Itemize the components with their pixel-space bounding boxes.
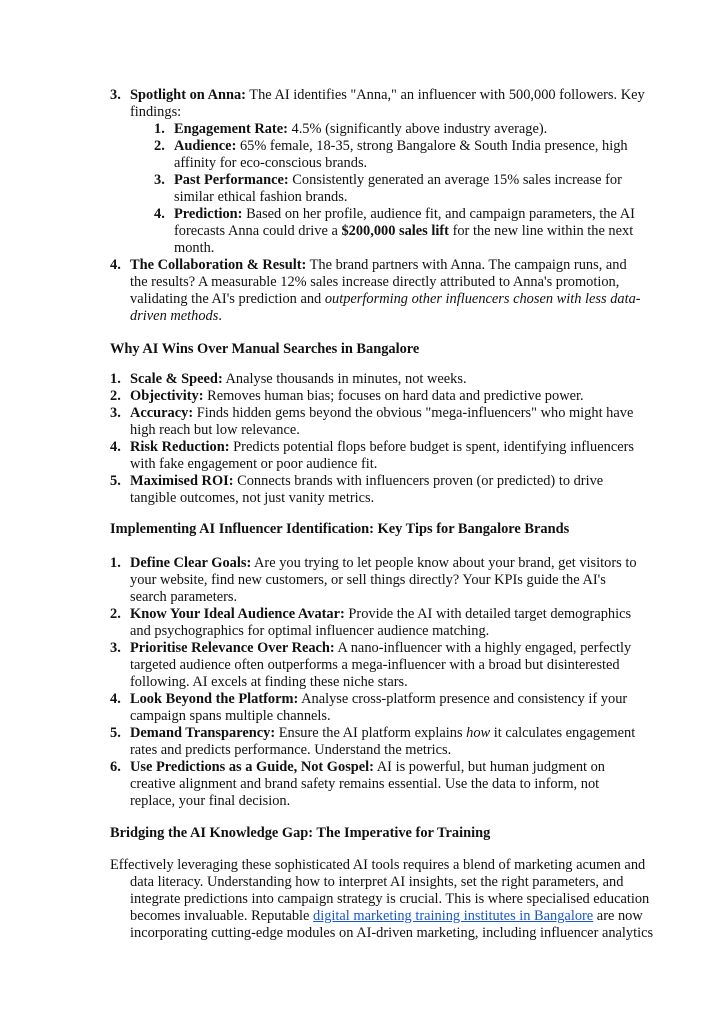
item-text-end: . xyxy=(218,308,222,324)
item-text: Analyse thousands in minutes, not weeks. xyxy=(222,371,467,387)
item-title: Know Your Ideal Audience Avatar: xyxy=(130,606,345,622)
item-title: Risk Reduction: xyxy=(130,439,230,455)
case-study-item-4 xyxy=(110,257,646,325)
section-heading-tips: Implementing AI Influencer Identification: Key Tips for Bangalore Brands xyxy=(110,521,570,537)
training-paragraph xyxy=(110,857,656,942)
finding-title: Audience: xyxy=(174,138,237,154)
key-findings-list xyxy=(130,121,646,257)
finding-item xyxy=(130,172,646,206)
training-institutes-link[interactable]: digital marketing training institutes in Bangalore xyxy=(313,908,594,924)
item-title: Maximised ROI: xyxy=(130,473,234,489)
paragraph-text: Effectively leveraging these sophisticated AI tools requires a blend of marketing acumen and data literacy. Understanding how to interpret AI insights, set the right parameters, and integrate predictions into campaign strategy is crucial. This is where specialised education becomes invaluable. Reputable xyxy=(110,857,650,924)
item-text-end: it calculates engagement rates and predicts performance. Understand the metrics. xyxy=(130,725,636,758)
list-number: 2. xyxy=(110,606,121,622)
tip-item xyxy=(110,555,646,606)
list-number: 4. xyxy=(110,691,121,707)
item-text: AI is powerful, but human judgment on creative alignment and brand safety remains essential. Use the data to inform, not replace, your final decision. xyxy=(130,759,606,809)
item-italic-text: how xyxy=(466,725,491,741)
why-ai-item xyxy=(110,473,646,507)
list-number: 1. xyxy=(154,121,165,137)
finding-item xyxy=(130,206,646,257)
finding-text: 4.5% (significantly above industry average). xyxy=(287,121,548,137)
item-title: The Collaboration & Result: xyxy=(130,257,307,273)
list-number: 2. xyxy=(110,388,121,404)
finding-item xyxy=(130,138,646,172)
item-title: Accuracy: xyxy=(130,405,194,421)
finding-text: Consistently generated an average 15% sales increase for similar ethical fashion brands. xyxy=(174,172,622,205)
tip-item xyxy=(110,725,646,759)
item-text: The brand partners with Anna. The campaign runs, and the results? A measurable 12% sales increase directly attributed to Anna's promotion, validating the AI's prediction and xyxy=(130,257,627,307)
paragraph-text-end: are now incorporating cutting-edge modules on AI-driven marketing, including influencer analytics xyxy=(130,908,654,941)
case-study-item-3 xyxy=(110,87,646,257)
tip-item xyxy=(110,759,646,810)
item-text: Are you trying to let people know about your brand, get visitors to your website, find new customers, or sell things directly? Your KPIs guide the AI's search parameters. xyxy=(130,555,637,605)
why-ai-list xyxy=(110,371,646,507)
item-title: Demand Transparency: xyxy=(130,725,276,741)
tips-list xyxy=(110,555,646,810)
finding-text: Based on her profile, audience fit, and campaign parameters, the AI forecasts Anna could drive a xyxy=(174,206,635,239)
finding-title: Past Performance: xyxy=(174,172,289,188)
list-number: 3. xyxy=(110,405,121,421)
item-text: Analyse cross-platform presence and consistency if your campaign spans multiple channels. xyxy=(130,691,628,724)
item-italic-text: outperforming other influencers chosen with less data-driven methods xyxy=(130,291,641,324)
list-number: 4. xyxy=(154,206,165,222)
why-ai-item xyxy=(110,439,646,473)
list-number: 4. xyxy=(110,257,121,273)
list-number: 5. xyxy=(110,473,121,489)
list-number: 3. xyxy=(110,87,121,103)
list-number: 3. xyxy=(110,640,121,656)
case-study-list xyxy=(110,87,646,325)
section-heading-why-ai: Why AI Wins Over Manual Searches in Bangalore xyxy=(110,341,420,357)
item-text: Connects brands with influencers proven (or predicted) to drive tangible outcomes, not just vanity metrics. xyxy=(130,473,604,506)
finding-item xyxy=(130,121,646,138)
item-title: Objectivity: xyxy=(130,388,204,404)
item-title: Define Clear Goals: xyxy=(130,555,252,571)
item-text: Finds hidden gems beyond the obvious "mega-influencers" who might have high reach but low relevance. xyxy=(130,405,634,438)
item-text: Ensure the AI platform explains xyxy=(275,725,467,741)
finding-title: Engagement Rate: xyxy=(174,121,288,137)
list-number: 3. xyxy=(154,172,165,188)
item-text: Removes human bias; focuses on hard data and predictive power. xyxy=(203,388,584,404)
list-number: 4. xyxy=(110,439,121,455)
sales-lift-figure: $200,000 sales lift xyxy=(341,223,449,239)
list-number: 6. xyxy=(110,759,121,775)
item-title: Spotlight on Anna: xyxy=(130,87,246,103)
tip-item xyxy=(110,640,646,691)
list-number: 1. xyxy=(110,555,121,571)
list-number: 2. xyxy=(154,138,165,154)
list-number: 5. xyxy=(110,725,121,741)
finding-text: 65% female, 18-35, strong Bangalore & South India presence, high affinity for eco-conscious brands. xyxy=(174,138,628,171)
item-title: Use Predictions as a Guide, Not Gospel: xyxy=(130,759,374,775)
item-text: Predicts potential flops before budget is spent, identifying influencers with fake engagement or poor audience fit. xyxy=(130,439,635,472)
item-title: Prioritise Relevance Over Reach: xyxy=(130,640,335,656)
tip-item xyxy=(110,606,646,640)
item-title: Scale & Speed: xyxy=(130,371,223,387)
tip-item xyxy=(110,691,646,725)
why-ai-item xyxy=(110,388,646,405)
why-ai-item xyxy=(110,371,646,388)
why-ai-item xyxy=(110,405,646,439)
list-number: 1. xyxy=(110,371,121,387)
finding-title: Prediction: xyxy=(174,206,243,222)
item-title: Look Beyond the Platform: xyxy=(130,691,299,707)
finding-text-end: for the new line within the next month. xyxy=(174,223,634,256)
item-text: Provide the AI with detailed target demographics and psychographics for optimal influencer audience matching. xyxy=(130,606,632,639)
section-heading-training: Bridging the AI Knowledge Gap: The Imperative for Training xyxy=(110,825,491,841)
item-text: The AI identifies "Anna," an influencer with 500,000 followers. Key findings: xyxy=(130,87,645,120)
item-text: A nano-influencer with a highly engaged, perfectly targeted audience often outperforms a mega-influencer with a broad but disinterested following. AI excels at finding these niche stars. xyxy=(130,640,632,690)
